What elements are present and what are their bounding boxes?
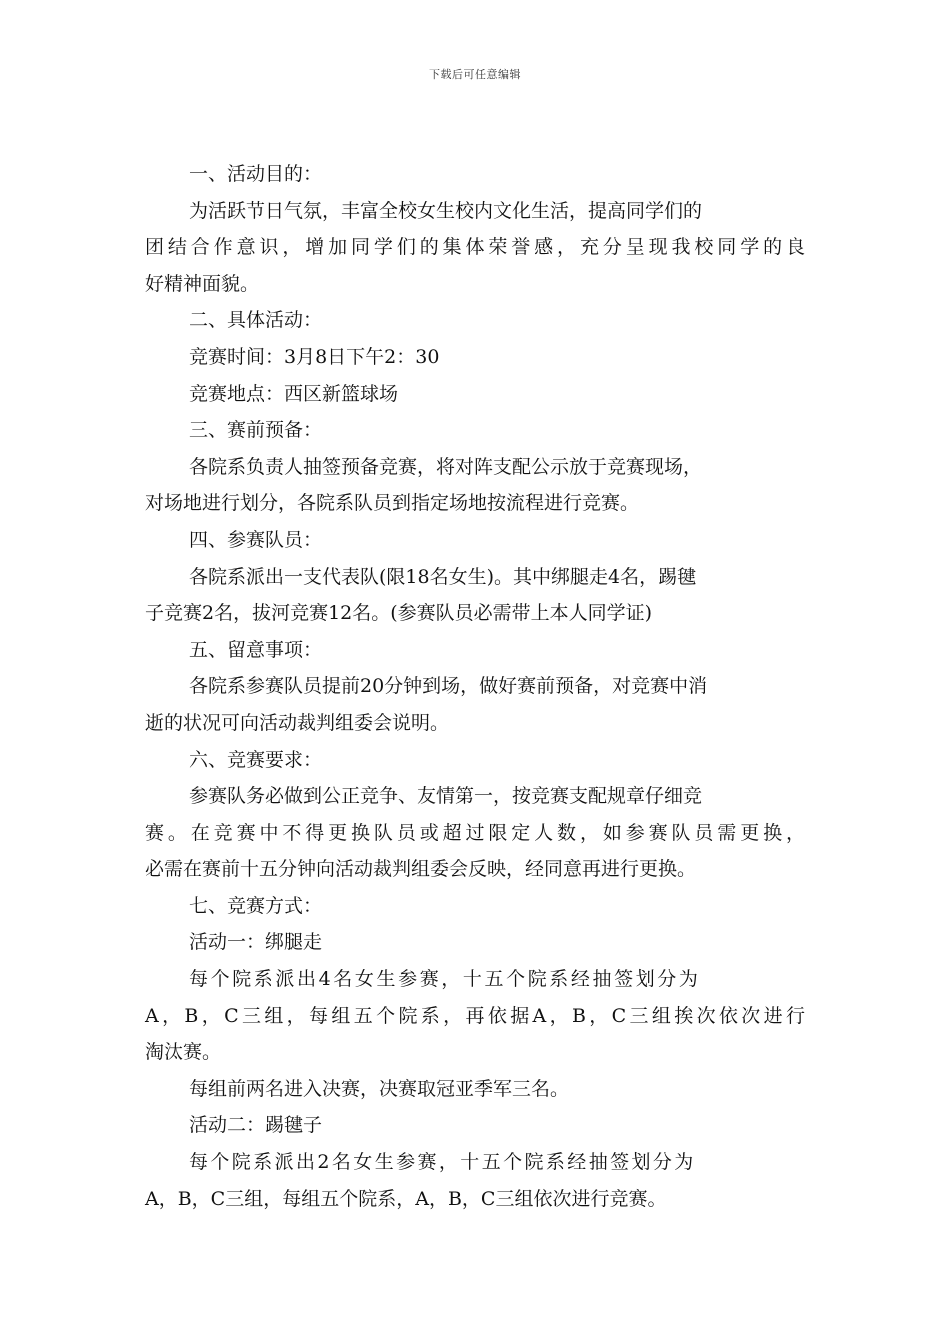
paragraph-line: A，B，C三组，每组五个院系，再依据A，B，C三组挨次依次进行	[145, 1004, 805, 1027]
paragraph-line: 每个院系派出4名女生参赛，十五个院系经抽签划分为	[189, 968, 701, 991]
section-heading: 一、活动目的：	[189, 163, 323, 185]
document-body	[145, 156, 805, 1217]
paragraph-line: 各院系派出一支代表队(限18名女生)。其中绑腿走4名，踢毽	[189, 565, 697, 588]
paragraph-line: 逝的状况可向活动裁判组委会说明。	[145, 711, 450, 734]
paragraph-line: 为活跃节日气氛，丰富全校女生校内文化生活，提高同学们的	[189, 199, 703, 222]
paragraph-line: 各院系负责人抽签预备竞赛，将对阵支配公示放于竞赛现场，	[189, 455, 703, 478]
section-heading: 五、留意事项：	[189, 638, 323, 661]
page-header-note: 下载后可任意编辑	[429, 68, 521, 81]
paragraph-line: 对场地进行划分，各院系队员到指定场地按流程进行竞赛。	[145, 492, 640, 515]
paragraph-line: 子竞赛2名，拔河竞赛12名。(参赛队员必需带上本人同学证)	[145, 602, 653, 625]
paragraph-line: 各院系参赛队员提前20分钟到场，做好赛前预备，对竞赛中消	[189, 675, 708, 698]
section-heading: 六、竞赛要求：	[189, 748, 323, 771]
paragraph-line: 赛。在竞赛中不得更换队员或超过限定人数，如参赛队员需更换，	[145, 821, 805, 844]
subheading: 活动一：绑腿走	[189, 931, 323, 954]
paragraph-line: A，B，C三组，每组五个院系，A，B，C三组依次进行竞赛。	[145, 1187, 667, 1210]
section-heading: 二、具体活动：	[189, 309, 323, 332]
paragraph-line: 每组前两名进入决赛，决赛取冠亚季军三名。	[189, 1077, 570, 1100]
paragraph-line: 每个院系派出2名女生参赛，十五个院系经抽签划分为	[189, 1151, 696, 1174]
section-heading: 四、参赛队员：	[189, 528, 323, 551]
paragraph-line: 团结合作意识，增加同学们的集体荣誉感，充分呈现我校同学的良	[145, 236, 805, 259]
paragraph-line: 好精神面貌。	[145, 272, 260, 295]
section-heading: 七、竞赛方式：	[189, 894, 323, 917]
paragraph-line: 必需在赛前十五分钟向活动裁判组委会反映，经同意再进行更换。	[145, 858, 697, 881]
subheading: 活动二：踢毽子	[189, 1114, 323, 1137]
section-heading: 三、赛前预备：	[189, 419, 323, 442]
paragraph-line: 参赛队务必做到公正竞争、友情第一，按竞赛支配规章仔细竞	[189, 785, 703, 808]
paragraph-line: 竞赛时间：3月8日下午2：30	[189, 345, 440, 368]
paragraph-line: 竞赛地点：西区新篮球场	[189, 382, 399, 405]
paragraph-line: 淘汰赛。	[145, 1041, 222, 1064]
